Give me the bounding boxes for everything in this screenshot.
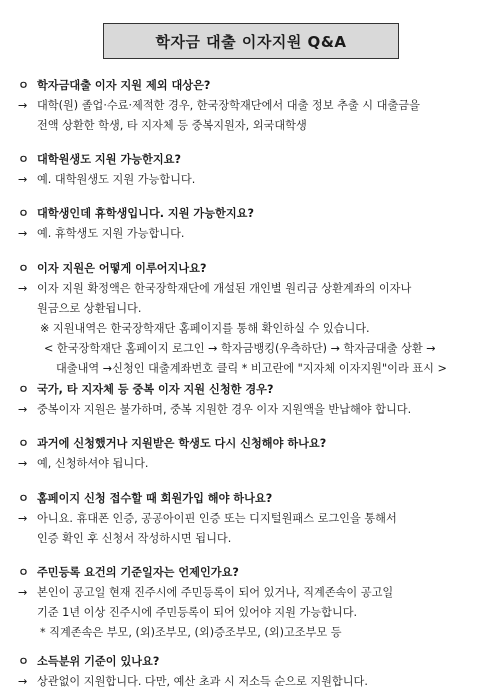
arrow-icon: → (18, 99, 28, 112)
question: ㅇ 홈페이지 신청 접수할 때 회원가입 해야 하나요? (0, 489, 502, 509)
bullet-icon: ㅇ (18, 153, 29, 166)
question: ㅇ 학자금대출 이자 지원 제외 대상은? (0, 76, 502, 96)
answer-path: < 한국장학재단 홈페이지 로그인 → 학자금뱅킹(우측하단) → 학자금대출 상환 → (44, 342, 436, 355)
question: ㅇ 국가, 타 지자체 등 중복 이자 지원 신청한 경우? (0, 380, 502, 400)
question: ㅇ 대학생인데 휴학생입니다. 지원 가능한지요? (0, 204, 502, 224)
question: ㅇ 대학원생도 지원 가능한지요? (0, 150, 502, 170)
bullet-icon: ㅇ (18, 492, 29, 505)
qa-item (0, 204, 502, 244)
question: ㅇ 주민등록 요건의 기준일자는 언제인가요? (0, 563, 502, 583)
arrow-icon: → (18, 173, 28, 186)
answer-path: 대출내역 →신청인 대출계좌번호 클릭 * 비고란에 "지자체 이자지원"이라 표시 > (56, 362, 447, 375)
qa-item (0, 563, 502, 643)
qa-item (0, 76, 502, 136)
answer-line: → 예. 휴학생도 지원 가능합니다. (0, 224, 502, 244)
arrow-icon: → (18, 512, 28, 525)
answer-line: → 예, 신청하셔야 됩니다. (0, 454, 502, 474)
answer-line: → 상관없이 지원합니다. 다만, 예산 초과 시 저소득 순으로 지원합니다. (0, 672, 502, 692)
bullet-icon: ㅇ (18, 262, 29, 275)
question: ㅇ 소득분위 기준이 있나요? (0, 652, 502, 672)
qa-item (0, 380, 502, 420)
answer-line: → 아니요. 휴대폰 인증, 공공아이핀 인증 또는 디지털원패스 로그인을 통해서 (0, 509, 502, 529)
bullet-icon: ㅇ (18, 437, 29, 450)
answer-note: * 직계존속은 부모, (외)조부모, (외)증조부모, (외)고조부모 등 (40, 626, 342, 639)
qa-item (0, 489, 502, 549)
bullet-icon: ㅇ (18, 207, 29, 220)
arrow-icon: → (18, 586, 28, 599)
question: ㅇ 과거에 신청했거나 지원받은 학생도 다시 신청해야 하나요? (0, 434, 502, 454)
bullet-icon: ㅇ (18, 655, 29, 668)
answer-line: 인증 확인 후 신청서 작성하시면 됩니다. (37, 532, 232, 545)
answer-line: → 본인이 공고일 현재 진주시에 주민등록이 되어 있거나, 직계존속이 공고일 (0, 583, 502, 603)
answer-line: → 예. 대학원생도 지원 가능합니다. (0, 170, 502, 190)
arrow-icon: → (18, 403, 28, 416)
answer-line: → 중복이자 지원은 불가하며, 중복 지원한 경우 이자 지원액을 반납해야 합니다. (0, 400, 502, 420)
answer-line: → 대학(원) 졸업·수료·제적한 경우, 한국장학재단에서 대출 정보 추출 시 대출금을 (0, 96, 502, 116)
answer-line: 기준 1년 이상 진주시에 주민등록이 되어 있어야 지원 가능합니다. (37, 606, 358, 619)
qa-item (0, 434, 502, 474)
arrow-icon: → (18, 675, 28, 688)
arrow-icon: → (18, 227, 28, 240)
arrow-icon: → (18, 282, 28, 295)
question: ㅇ 이자 지원은 어떻게 이루어지나요? (0, 259, 502, 279)
bullet-icon: ㅇ (18, 383, 29, 396)
bullet-icon: ㅇ (18, 79, 29, 92)
answer-line: 전액 상환한 학생, 타 지자체 등 중복지원자, 외국대학생 (37, 119, 307, 132)
arrow-icon: → (18, 457, 28, 470)
answer-line: → 이자 지원 확정액은 한국장학재단에 개설된 개인별 원리금 상환계좌의 이자나 (0, 279, 502, 299)
qa-item (0, 259, 502, 379)
page-title: 학자금 대출 이자지원 Q&A (103, 23, 399, 59)
qa-item (0, 150, 502, 190)
answer-line: 원금으로 상환됩니다. (37, 302, 142, 315)
answer-note: ※ 지원내역은 한국장학재단 홈페이지를 통해 확인하실 수 있습니다. (40, 322, 370, 335)
qa-item (0, 652, 502, 692)
bullet-icon: ㅇ (18, 566, 29, 579)
